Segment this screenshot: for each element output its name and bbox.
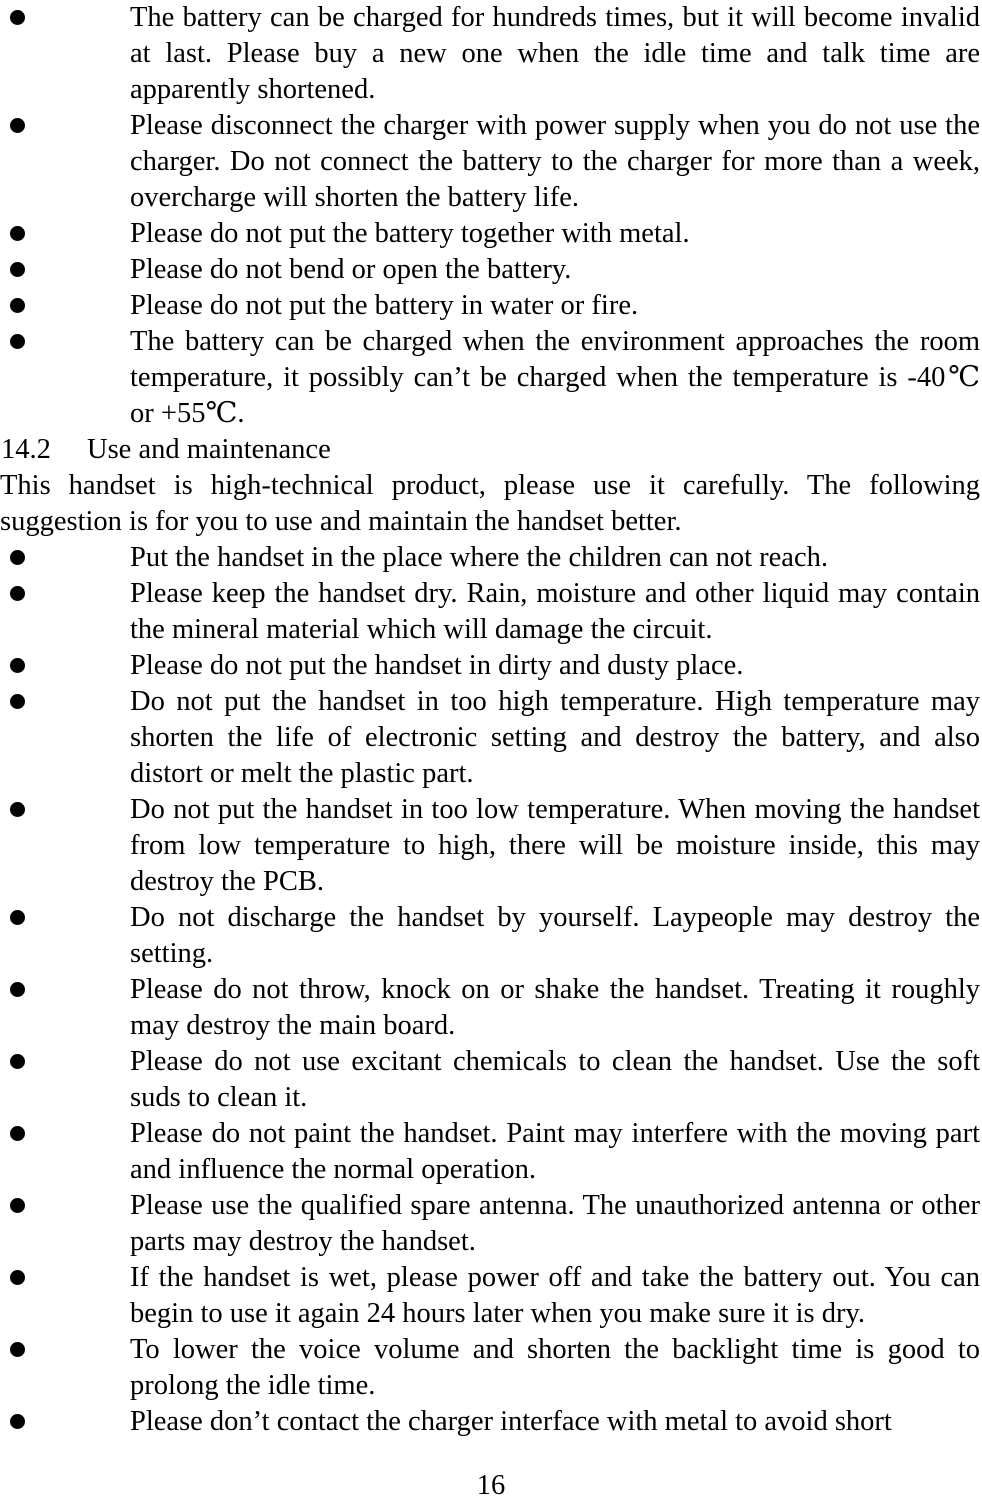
bullet-text: Please do not put the battery together with metal. xyxy=(130,218,690,249)
list-item xyxy=(0,1044,982,1116)
bullet-text: If the handset is wet, please power off and take the battery out. You can begin to use it again 24 hours later when you make sure it is dry. xyxy=(130,1262,980,1329)
bullet-dot-icon xyxy=(10,694,25,709)
bullet-text: Please do not bend or open the battery. xyxy=(130,254,572,285)
bullet-text: Put the handset in the place where the children can not reach. xyxy=(130,542,828,573)
list-item xyxy=(0,900,982,972)
bullet-dot-icon xyxy=(10,1342,25,1357)
list-item xyxy=(0,1404,982,1440)
list-item xyxy=(0,288,982,324)
bullet-text: Please don’t contact the charger interface with metal to avoid short xyxy=(130,1406,892,1437)
list-item xyxy=(0,1188,982,1260)
list-item xyxy=(0,1116,982,1188)
list-item xyxy=(0,0,982,108)
list-item xyxy=(0,540,982,576)
list-item xyxy=(0,792,982,900)
list-item xyxy=(0,216,982,252)
bullet-dot-icon xyxy=(10,1126,25,1141)
bullet-dot-icon xyxy=(10,1198,25,1213)
bullet-dot-icon xyxy=(10,298,25,313)
list-item xyxy=(0,684,982,792)
bullet-text: Do not put the handset in too high temperature. High temperature may shorten the life of electronic setting and destroy the battery, and also distort or melt the plastic part. xyxy=(130,686,980,789)
section-intro: This handset is high-technical product, please use it carefully. The following suggestion is for you to use and maintain the handset better. xyxy=(0,470,980,537)
bullet-dot-icon xyxy=(10,262,25,277)
bullet-dot-icon xyxy=(10,982,25,997)
bullet-dot-icon xyxy=(10,10,25,25)
bullet-text: Please do not throw, knock on or shake the handset. Treating it roughly may destroy the main board. xyxy=(130,974,980,1041)
bullet-dot-icon xyxy=(10,226,25,241)
bullet-dot-icon xyxy=(10,550,25,565)
list-item xyxy=(0,972,982,1044)
bullet-dot-icon xyxy=(10,658,25,673)
list-item xyxy=(0,1260,982,1332)
list-item xyxy=(0,324,982,432)
bullet-dot-icon xyxy=(10,118,25,133)
section-title: Use and maintenance xyxy=(87,434,331,465)
bullet-text: Please do not use excitant chemicals to clean the handset. Use the soft suds to clean it. xyxy=(130,1046,980,1113)
list-item xyxy=(0,576,982,648)
bullet-text: Please use the qualified spare antenna. The unauthorized antenna or other parts may destroy the handset. xyxy=(130,1190,980,1257)
bullet-text: Please disconnect the charger with power supply when you do not use the charger. Do not connect the battery to the charger for more than a week, overcharge will shorten the battery life. xyxy=(130,110,980,213)
bullet-text: Please do not paint the handset. Paint may interfere with the moving part and influence the normal operation. xyxy=(130,1118,980,1185)
section-heading xyxy=(0,432,982,468)
bullet-text: Do not put the handset in too low temperature. When moving the handset from low temperature to high, there will be moisture inside, this may destroy the PCB. xyxy=(130,794,980,897)
bullet-dot-icon xyxy=(10,1414,25,1429)
maintenance-bullet-list xyxy=(0,540,982,1440)
list-item xyxy=(0,108,982,216)
bullet-text: Please do not put the handset in dirty and dusty place. xyxy=(130,650,744,681)
bullet-dot-icon xyxy=(10,802,25,817)
bullet-text: Please keep the handset dry. Rain, moisture and other liquid may contain the mineral material which will damage the circuit. xyxy=(130,578,980,645)
page-number: 16 xyxy=(476,1470,506,1501)
bullet-dot-icon xyxy=(10,1054,25,1069)
bullet-text: The battery can be charged when the environment approaches the room temperature, it possibly can’t be charged when the temperature is -40℃ or +55℃. xyxy=(130,326,980,429)
bullet-text: Please do not put the battery in water or fire. xyxy=(130,290,639,321)
bullet-dot-icon xyxy=(10,910,25,925)
bullet-text: The battery can be charged for hundreds times, but it will become invalid at last. Please buy a new one when the idle time and talk time are apparently shortened. xyxy=(130,2,980,105)
battery-bullet-list xyxy=(0,0,982,432)
bullet-dot-icon xyxy=(10,586,25,601)
section-number: 14.2 xyxy=(1,434,51,465)
bullet-text: Do not discharge the handset by yourself. Laypeople may destroy the setting. xyxy=(130,902,980,969)
list-item xyxy=(0,648,982,684)
bullet-text: To lower the voice volume and shorten the backlight time is good to prolong the idle time. xyxy=(130,1334,980,1401)
list-item xyxy=(0,1332,982,1404)
bullet-dot-icon xyxy=(10,334,25,349)
list-item xyxy=(0,252,982,288)
bullet-dot-icon xyxy=(10,1270,25,1285)
